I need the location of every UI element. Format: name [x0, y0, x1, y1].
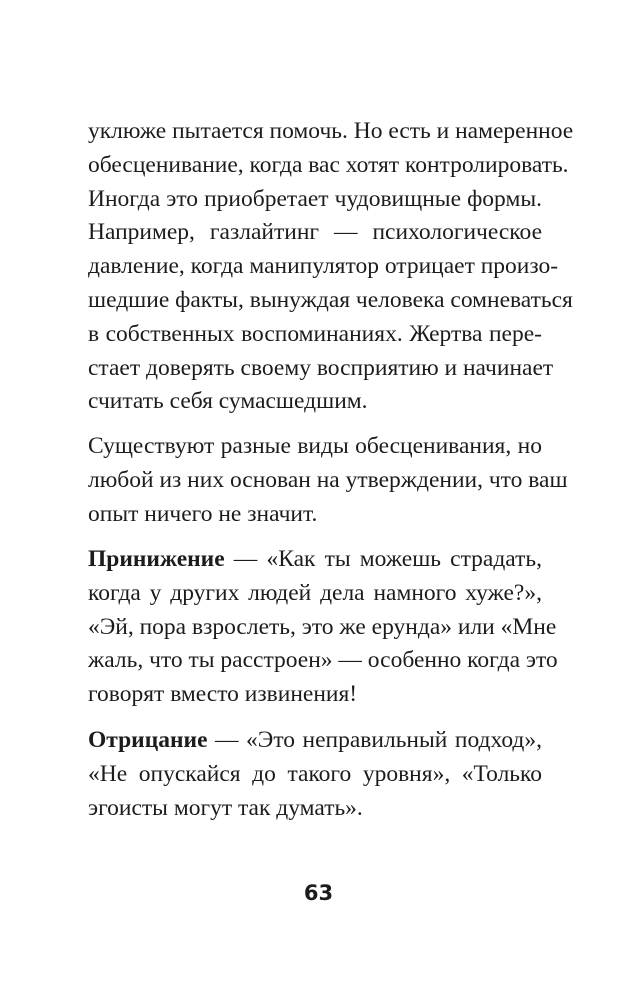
text-line: уклюже пытается помочь. Но есть и намеренное — [88, 118, 574, 144]
text-line: жаль, что ты расстроен» — особенно когда это — [88, 647, 558, 674]
paragraph-belittling — [88, 543, 558, 712]
text-line: говорят вместо извинения! — [88, 681, 358, 708]
term-denial: Отрицание — [88, 727, 208, 753]
paragraph-gaslighting — [88, 115, 574, 419]
page-number: 63 — [303, 881, 334, 905]
text-fragment: — «Как ты можешь страдать, — [224, 546, 542, 572]
text-line: Существуют разные виды обесценивания, но — [88, 433, 542, 459]
text-line: «Эй, пора взрослеть, это же ерунда» или «Мне — [88, 613, 557, 640]
text-line: любой из них основан на утверждении, что ваш — [88, 466, 568, 493]
text-fragment: — «Это неправильный подход», — [207, 727, 542, 753]
text-line: шедшие факты, вынуждая человека сомневаться — [88, 286, 573, 313]
text-line: обесценивание, когда вас хотят контролировать. — [88, 151, 569, 178]
text-line: когда у других людей дела намного хуже?», — [88, 579, 542, 606]
text-line — [88, 543, 542, 577]
text-line: в собственных воспоминаниях. Жертва пере- — [88, 320, 542, 347]
paragraph-denial — [88, 724, 542, 825]
text-line: стает доверять своему восприятию и начинает — [88, 354, 554, 381]
text-line: Иногда это приобретает чудовищные формы. — [88, 185, 542, 212]
text-line: опыт ничего не значит. — [88, 500, 318, 527]
paragraph-types — [88, 430, 568, 531]
term-belittling: Принижение — [88, 546, 225, 572]
text-line: Например, газлайтинг — психологическое — [88, 219, 542, 246]
text-line: «Не опускайся до такого уровня», «Только — [88, 760, 542, 787]
text-line: давление, когда манипулятор отрицает произо- — [88, 253, 559, 280]
text-line — [88, 724, 542, 758]
text-line: считать себя сумасшедшим. — [88, 388, 368, 415]
text-line: эгоисты могут так думать». — [88, 794, 363, 821]
